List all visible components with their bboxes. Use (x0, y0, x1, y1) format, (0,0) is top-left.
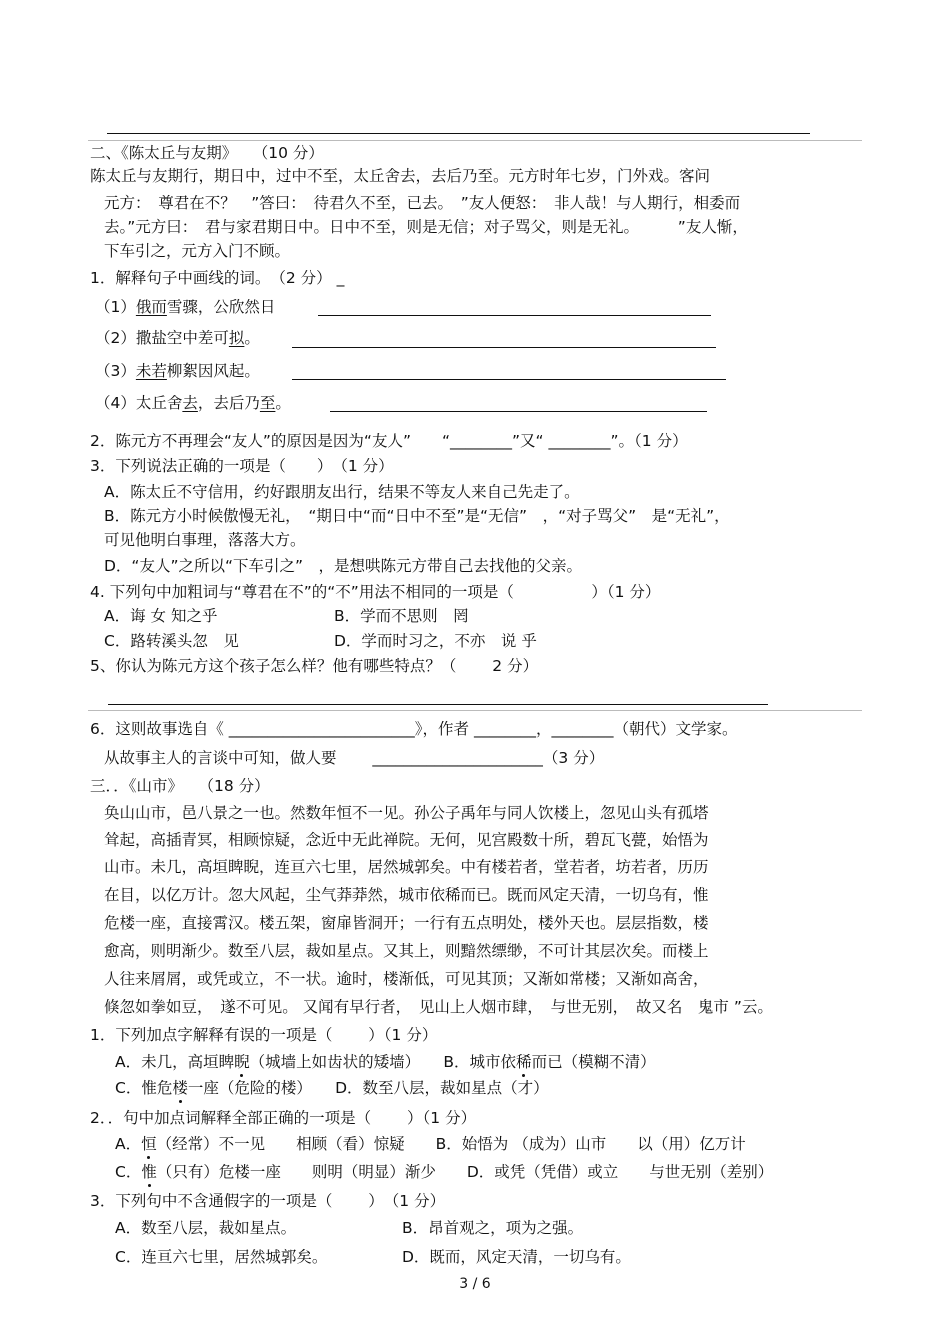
s3-passage-line-5: 危楼一座，直接霄汉。楼五架，窗扉皆洞开；一行有五点明处，楼外天也。层层指数，楼 (104, 914, 709, 932)
item-suffix: 。 (244, 329, 260, 347)
item-prefix: （3） (95, 362, 136, 380)
s2-q4: 4. 下列句中加粗词与“尊君在不”的“不”用法不相同的一项是（ ）（1 分） (90, 583, 661, 601)
option-text: D．或凭（凭借）或立 与世无别（差别） (466, 1163, 774, 1181)
answer-blank-q5[interactable] (108, 704, 768, 705)
answer-blank-3[interactable] (292, 379, 726, 380)
option-text: 如星点（才） (455, 1079, 549, 1097)
option-text: （经常）不一见 相顾（看）惊疑 (156, 1135, 405, 1153)
s2-q1-item-4 (95, 393, 291, 413)
s3-passage-line-4: 在目，以亿万计。忽大风起，尘气莽莽然，城市依稀而已。既而风定天清，一切乌有，惟 (104, 886, 709, 904)
dotted-char: 惟 (141, 1163, 157, 1181)
s3-q3-option-a: A．数至八层，裁如星点。 (115, 1219, 297, 1237)
top-rule (107, 133, 810, 134)
s2-q4-option-c: C．路转溪头忽 见 (104, 632, 239, 650)
s3-q1-options-ab (115, 1052, 656, 1072)
option-text: B．城市依 (443, 1053, 517, 1071)
s3-passage-line-1: 奂山山市，邑八景之一也。然数年恒不一见。孙公子禹年与同人饮楼上，忽见山头有孤塔 (104, 804, 709, 822)
mid-thin-rule (88, 710, 862, 711)
option-text: A．未几，高垣睥 (115, 1053, 235, 1071)
option-text: C．惟危 (115, 1079, 173, 1097)
s2-passage-line-4: 下车引之，元方入门不顾。 (104, 242, 291, 260)
s3-q2-options-cd (115, 1162, 773, 1182)
s3-q3-option-d: D．既而，风定天清，一切乌有。 (402, 1248, 631, 1266)
answer-blank-2[interactable] (292, 347, 716, 348)
item-text: （2）撒盐空中差可 (95, 329, 229, 347)
answer-blank-4[interactable] (330, 411, 707, 412)
option-text: 而已（模糊不清） (531, 1053, 656, 1071)
option-text: （城墙上如齿状的矮墙） (249, 1053, 413, 1071)
item-suffix: 。 (275, 394, 291, 412)
s2-q3-option-b-cont: 可见他明白事理，落落大方。 (104, 531, 306, 549)
s3-q1: 1．下列加点字解释有误的一项是（ ）（1 分） (90, 1026, 438, 1044)
s2-q1-item-3 (95, 361, 260, 381)
s2-passage-line-2: 元方： 尊君在不？ ”答曰： 待君久不至，已去。 ”友人便怒： 非人哉！与人期行，相委而 (104, 194, 741, 212)
top-thin-rule (88, 140, 862, 141)
item-prefix: （1） (95, 298, 136, 316)
s2-q4-option-b: B．学而不思则 罔 (334, 607, 469, 625)
dotted-char: 睨 (234, 1053, 250, 1071)
s2-q5: 5、你认为陈元方这个孩子怎么样？他有哪些特点？（ 2 分） (90, 657, 539, 675)
s2-q1-text: 1．解释句子中画线的词。 （2 分） (90, 269, 332, 287)
s3-passage-line-8: 倏忽如拳如豆， 遂不可见。 又闻有早行者， 见山上人烟市肆， 与世无别， 故又名 鬼市 ”云。 (104, 998, 773, 1016)
s3-q2-options-ab (115, 1134, 746, 1154)
dotted-char: 恒 (141, 1135, 157, 1153)
s2-q1: 1．解释句子中画线的词。 （2 分） _ (90, 269, 345, 287)
underlined-word: 至 (259, 394, 276, 412)
item-text: （4）太丘舍 (95, 394, 183, 412)
underlined-word: 未若 (135, 362, 167, 380)
s3-q3: 3．下列句中不含通假字的一项是（ ） （1 分） (90, 1192, 446, 1210)
item-text: 柳絮因风起。 (166, 362, 260, 380)
s3-passage-line-6: 愈高，则明渐少。数至八层，裁如星点。又其上，则黯然缥缈，不可计其层次矣。而楼上 (104, 942, 709, 960)
underlined-word: 俄而 (135, 298, 167, 316)
s2-q6-line-2: 从故事主人的言谈中可知，做人要 ______________________（3 分） (104, 749, 605, 767)
s2-q3-option-b: B．陈元方小时候傲慢无礼， “期日中“而“日中不至”是“无信” ，“对子骂父” 是“无礼”， (104, 507, 730, 525)
page-number: 3 / 6 (459, 1276, 491, 1292)
item-text: 雪骤，公欣然日 (166, 298, 276, 316)
s3-passage-line-7: 人往来屑屑，或凭或立，不一状。逾时，楼渐低，可见其顶；又渐如常楼；又渐如高舍， (104, 970, 709, 988)
section3-heading: 三．．《山市》 （18 分） (90, 777, 270, 795)
s2-q4-option-a: A．诲 女 知之乎 (104, 607, 218, 625)
answer-blank-1[interactable] (318, 315, 711, 316)
s3-q3-option-c: C．连亘六七里，居然城郭矣。 (115, 1248, 328, 1266)
section2-heading: 二、《陈太丘与友期》 （10 分） (90, 144, 324, 162)
s3-q2: 2．．句中加点词解释全部正确的一项是（ ）（1 分） (90, 1109, 477, 1127)
option-label: A． (115, 1135, 142, 1153)
s3-passage-line-2: 耸起，高插青冥，相顾惊疑，念近中无此禅院。无何，见宫殿数十所，碧瓦飞甍，始悟为 (104, 831, 709, 849)
s2-q3-option-d: D．“友人”之所以“下车引之” ，是想哄陈元方带自己去找他的父亲。 (104, 557, 583, 575)
s2-q2: 2．陈元方不再理会“友人”的原因是因为“友人” “________”又“ ________”。（1 分） (90, 432, 688, 450)
s3-q1-options-cd (115, 1078, 549, 1098)
s2-q1-item-2 (95, 328, 260, 348)
item-text: ，去后乃 (197, 394, 260, 412)
s2-q6-line-1: 6．这则故事选自《 ________________________》，作者 ________，________（朝代）文学家。 (90, 720, 738, 738)
dotted-char: 稀 (516, 1053, 532, 1071)
option-text: D．数至八层，裁 (335, 1079, 456, 1097)
underlined-word: 拟 (228, 329, 245, 347)
option-text: 一座（危险的楼） (187, 1079, 305, 1097)
dotted-char: 楼 (172, 1079, 188, 1097)
s2-q1-item-1 (95, 297, 275, 317)
s2-passage-line-1: 陈太丘与友期行，期日中，过中不至，太丘舍去，去后乃至。元方时年七岁，门外戏。客问 (90, 167, 711, 185)
option-text: B．始悟为 （成为）山市 以（用）亿万计 (435, 1135, 746, 1153)
underlined-word: 去 (182, 394, 198, 412)
s2-passage-line-3: 去。”元方曰： 君与家君期日中。日中不至，则是无信；对子骂父，则是无礼。 ”友人惭， (104, 218, 748, 236)
s2-q3: 3．下列说法正确的一项是（ ） （1 分） (90, 457, 394, 475)
s3-passage-line-3: 山市。未几，高垣睥睨，连亘六七里，居然城郭矣。中有楼若者，堂若者，坊若者，历历 (104, 858, 709, 876)
s2-q3-option-a: A．陈太丘不守信用，约好跟朋友出行，结果不等友人来自己先走了。 (104, 483, 580, 501)
option-label: C． (115, 1163, 142, 1181)
option-text: （只有）危楼一座 则明（明显）渐少 (156, 1163, 436, 1181)
s2-q4-option-d: D．学而时习之，不亦 说 乎 (334, 632, 537, 650)
s3-q3-option-b: B．昂首观之，项为之强。 (402, 1219, 584, 1237)
